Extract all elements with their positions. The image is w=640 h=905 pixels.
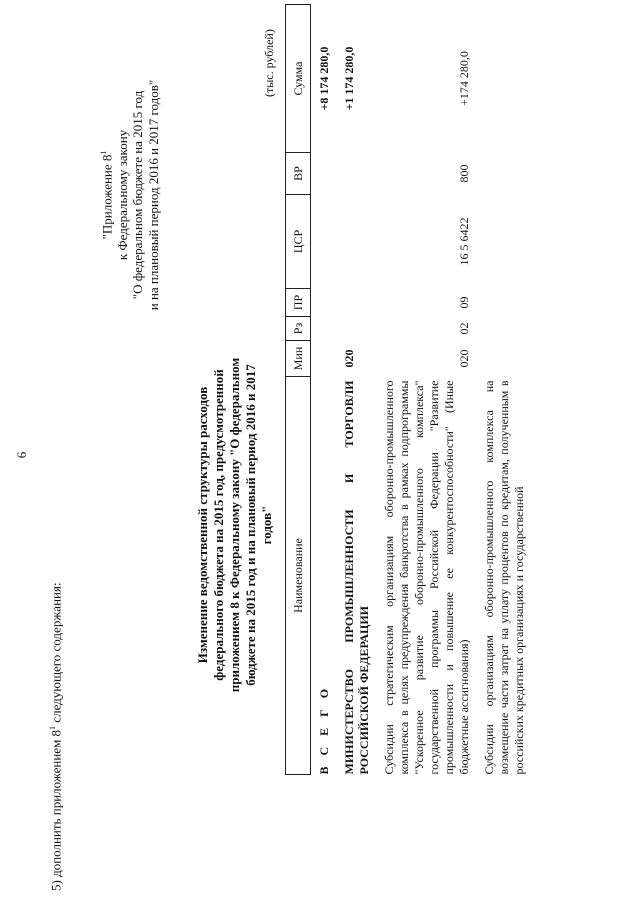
- row-min: [476, 341, 531, 377]
- row-vr: [311, 153, 337, 195]
- ref-line-2: к Федеральному закону: [114, 129, 130, 261]
- appendix-reference: [96, 25, 161, 365]
- table-row: [311, 5, 337, 775]
- row-pr: [336, 289, 376, 317]
- intro-tail: следующего содержания:: [48, 582, 64, 726]
- row-name: Субсидии организациям оборонно-промышленного комплекса на возмещение части затрат на уплату процентов по кредитам, полученным в российских кредитных организациях и государственной: [482, 380, 526, 775]
- row-vr: [336, 153, 376, 195]
- row-name: МИНИСТЕРСТВО ПРОМЫШЛЕННОСТИ И ТОРГОВЛИ РОССИЙСКОЙ ФЕДЕРАЦИИ: [342, 380, 371, 775]
- row-min: 020: [457, 349, 471, 368]
- row-pr: [311, 289, 337, 317]
- row-pr: 09: [457, 296, 471, 309]
- row-csr: [476, 195, 531, 289]
- row-csr: [336, 195, 376, 289]
- page-number: 6: [14, 451, 29, 459]
- intro-text: [48, 582, 64, 891]
- heading-line: приложением 8 к Федеральному закону "О федеральном: [227, 357, 242, 693]
- ref-line-4: и на плановый период 2016 и 2017 годов": [145, 79, 161, 311]
- budget-table: [285, 4, 531, 775]
- row-name: Субсидии стратегическим организациям оборонно-промышленного комплекса в целях предупреждения банкротства в рамках подпрограммы "Ускоренное развитие оборонно-промышленного комплекса" государственной программы Российской Федерации "Развитие промышленности и повышение ее конкурентоспособности" (Иные бюджетные ассигнования): [382, 380, 471, 775]
- row-csr: [311, 195, 337, 289]
- column-header-pr: ПР: [286, 289, 311, 317]
- intro-main: 5) дополнить приложением 8: [48, 729, 64, 891]
- row-min: 020: [342, 349, 356, 368]
- row-name: В С Е Г О: [317, 684, 331, 775]
- ref-line-1: "Приложение 8: [99, 154, 115, 240]
- document-heading: [195, 345, 275, 705]
- row-rz: [336, 317, 376, 341]
- heading-line: Изменение ведомственной структуры расходов: [195, 386, 210, 664]
- row-sum: +1 174 280,0: [342, 46, 356, 111]
- row-vr: [476, 153, 531, 195]
- row-rz: [311, 317, 337, 341]
- table-row: [376, 5, 476, 775]
- intro-sup: 1: [48, 725, 57, 730]
- column-header-rz: Рз: [286, 317, 311, 341]
- heading-line: бюджете на 2015 год и на плановый период 2016 и 2017 годов": [243, 364, 274, 686]
- row-rz: 02: [457, 322, 471, 335]
- row-sum: [476, 5, 531, 153]
- row-rz: [476, 317, 531, 341]
- ref-line-3: "О федеральном бюджете на 2015 год: [130, 90, 146, 300]
- row-csr: 16 5 6422: [457, 217, 471, 266]
- table-row: [476, 5, 531, 775]
- column-header-sum: Сумма: [286, 5, 311, 153]
- row-min: [311, 341, 337, 377]
- column-header-min: Мин: [286, 341, 311, 377]
- table-row: [336, 5, 376, 775]
- ref-line-1-sup: 1: [99, 150, 108, 155]
- heading-line: федерального бюджета на 2015 год, предусмотренной: [211, 369, 226, 681]
- row-pr: [476, 289, 531, 317]
- row-sum: +8 174 280,0: [317, 46, 331, 111]
- column-header-csr: ЦСР: [286, 195, 311, 289]
- row-sum: +174 280,0: [457, 51, 471, 106]
- units-label: (тыс. рублей): [262, 29, 276, 97]
- column-header-name: Наименование: [286, 377, 311, 775]
- row-vr: 800: [457, 164, 471, 183]
- table-header-row: [286, 5, 311, 775]
- column-header-vr: ВР: [286, 153, 311, 195]
